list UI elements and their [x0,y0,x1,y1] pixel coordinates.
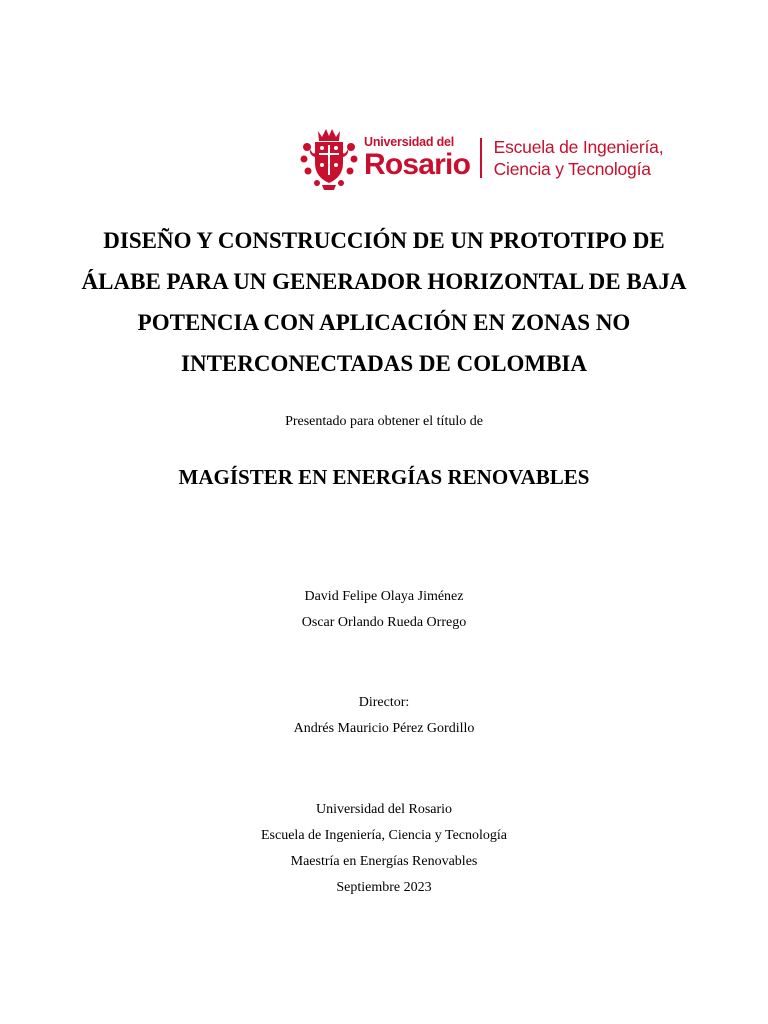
author-name: David Felipe Olaya Jiménez [304,589,464,604]
institution-program: Maestría en Energías Renovables [290,854,478,869]
institution-date: Septiembre 2023 [336,880,432,895]
logo-divider [480,138,482,178]
university-logo [298,124,663,192]
title-line: INTERCONECTADAS DE COLOMBIA [181,351,587,376]
crest-icon [298,125,360,191]
degree-title: MAGÍSTER EN ENERGÍAS RENOVABLES [178,465,590,489]
thesis-title [60,220,708,384]
director-label: Director: [358,695,410,710]
director-block [0,690,768,742]
title-line: POTENCIA CON APLICACIÓN EN ZONAS NO [137,310,631,335]
university-name-small: Universidad del [364,135,455,150]
presented-for-text: Presentado para obtener el título de [285,414,483,429]
institution-university: Universidad del Rosario [315,802,453,817]
school-line-1: Escuela de Ingeniería, [493,137,664,157]
title-line: DISEÑO Y CONSTRUCCIÓN DE UN PROTOTIPO DE [103,228,665,253]
school-line-2: Ciencia y Tecnología [493,159,651,179]
title-line: ÁLABE PARA UN GENERADOR HORIZONTAL DE BAJA [81,269,687,294]
institution-block [0,797,768,901]
authors-block [0,584,768,636]
institution-school: Escuela de Ingeniería, Ciencia y Tecnología [261,828,507,843]
author-name: Oscar Orlando Rueda Orrego [301,615,467,630]
university-wordmark [364,136,470,180]
university-name-big: Rosario [364,147,471,181]
director-name: Andrés Mauricio Pérez Gordillo [293,721,475,736]
school-wordmark [494,136,664,180]
